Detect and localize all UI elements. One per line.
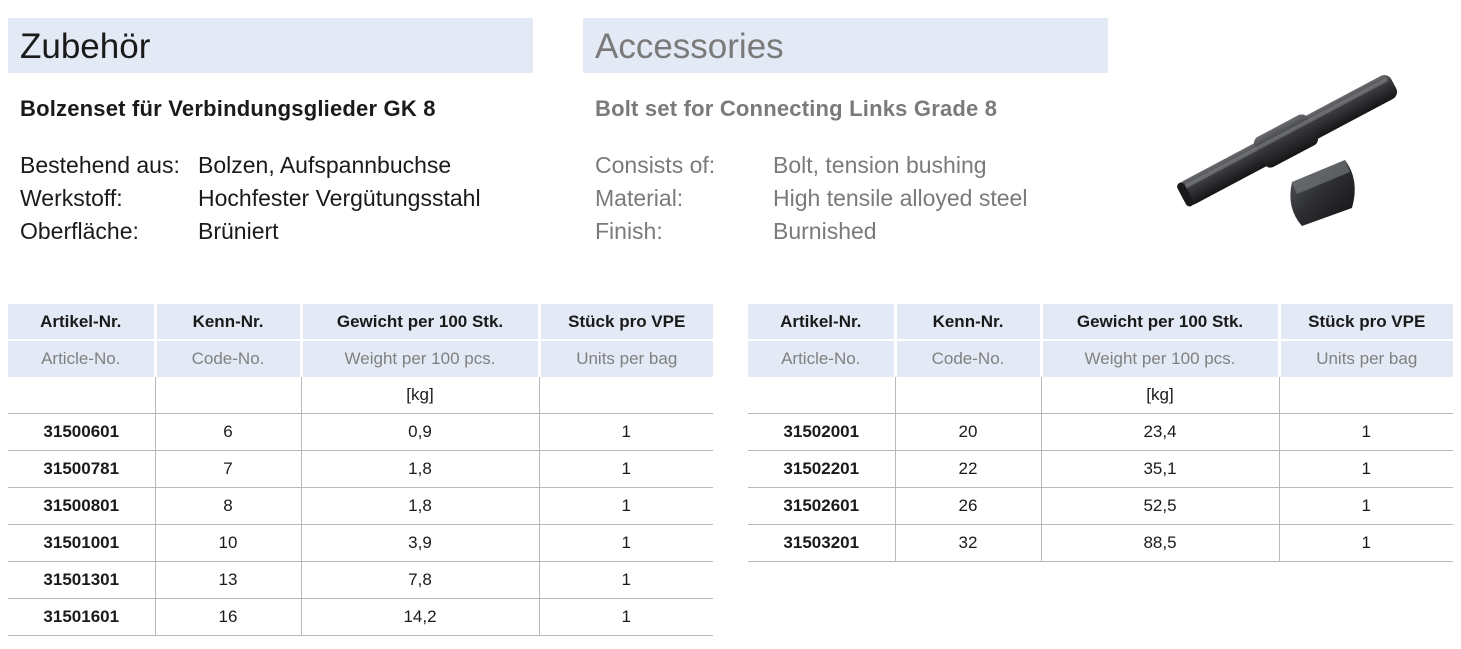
weight: 1,8 (301, 450, 539, 487)
table-row (8, 524, 713, 561)
weight: 52,5 (1041, 487, 1279, 524)
bushing (1290, 160, 1354, 226)
spec-value: Burnished (773, 218, 877, 244)
code-number: 20 (895, 413, 1041, 450)
spec-label: Consists of: (595, 152, 716, 178)
code-number: 16 (155, 598, 301, 635)
spec-row (595, 215, 1027, 248)
spec-label: Material: (595, 185, 684, 211)
table-row (748, 524, 1453, 561)
units-per-bag: 1 (539, 524, 713, 561)
table-row (748, 413, 1453, 450)
subtitle-german: Bolzenset für Verbindungsglieder GK 8 (20, 96, 436, 121)
table-row (748, 450, 1453, 487)
units-per-bag: 1 (1279, 487, 1453, 524)
weight: 23,4 (1041, 413, 1279, 450)
weight: 35,1 (1041, 450, 1279, 487)
units-per-bag: 1 (539, 413, 713, 450)
weight: 0,9 (301, 413, 539, 450)
weight: 3,9 (301, 524, 539, 561)
unit-cell (539, 377, 713, 413)
units-per-bag: 1 (539, 561, 713, 598)
code-number: 7 (155, 450, 301, 487)
spec-row (595, 182, 1027, 215)
unit-cell (895, 377, 1041, 413)
article-number: 31501001 (8, 524, 155, 561)
units-per-bag: 1 (539, 450, 713, 487)
unit-cell: [kg] (1041, 377, 1279, 413)
col-header: Code-No. (155, 340, 301, 377)
spec-list-english (595, 149, 1027, 248)
article-number: 31500781 (8, 450, 155, 487)
product-table-left (8, 304, 713, 636)
spec-value: High tensile alloyed steel (773, 185, 1028, 211)
table-row (8, 561, 713, 598)
spec-value: Bolt, tension bushing (773, 152, 987, 178)
col-header: Units per bag (1279, 340, 1453, 377)
col-header: Code-No. (895, 340, 1041, 377)
weight: 14,2 (301, 598, 539, 635)
col-header: Article-No. (8, 340, 155, 377)
col-header: Gewicht per 100 Stk. (301, 304, 539, 340)
col-header: Stück pro VPE (1279, 304, 1453, 340)
unit-cell (8, 377, 155, 413)
col-header: Artikel-Nr. (8, 304, 155, 340)
col-header: Units per bag (539, 340, 713, 377)
table-row (8, 413, 713, 450)
unit-cell (748, 377, 895, 413)
code-number: 6 (155, 413, 301, 450)
col-header: Kenn-Nr. (155, 304, 301, 340)
spec-row (595, 149, 1027, 182)
spec-row (20, 182, 481, 215)
code-number: 8 (155, 487, 301, 524)
col-header: Weight per 100 pcs. (301, 340, 539, 377)
article-number: 31502601 (748, 487, 895, 524)
table-row (748, 487, 1453, 524)
spec-list-german (20, 149, 481, 248)
table-row (8, 487, 713, 524)
col-header: Stück pro VPE (539, 304, 713, 340)
heading-english: Accessories (583, 18, 1108, 73)
spec-label: Werkstoff: (20, 185, 123, 211)
code-number: 10 (155, 524, 301, 561)
spec-row (20, 215, 481, 248)
units-per-bag: 1 (539, 487, 713, 524)
col-header: Kenn-Nr. (895, 304, 1041, 340)
weight: 7,8 (301, 561, 539, 598)
spec-value: Hochfester Vergütungsstahl (198, 185, 481, 211)
article-number: 31500601 (8, 413, 155, 450)
header-row-english (748, 340, 1453, 377)
table-row (8, 450, 713, 487)
code-number: 22 (895, 450, 1041, 487)
units-per-bag: 1 (1279, 450, 1453, 487)
article-number: 31503201 (748, 524, 895, 561)
product-photo (1160, 30, 1420, 240)
units-per-bag: 1 (1279, 413, 1453, 450)
unit-cell: [kg] (301, 377, 539, 413)
article-number: 31501601 (8, 598, 155, 635)
spec-value: Brüniert (198, 218, 279, 244)
header-row-german (748, 304, 1453, 340)
bolt (1174, 69, 1402, 212)
col-header: Artikel-Nr. (748, 304, 895, 340)
units-per-bag: 1 (1279, 524, 1453, 561)
article-number: 31502001 (748, 413, 895, 450)
code-number: 26 (895, 487, 1041, 524)
code-number: 32 (895, 524, 1041, 561)
spec-label: Bestehend aus: (20, 152, 180, 178)
col-header: Article-No. (748, 340, 895, 377)
article-number: 31502201 (748, 450, 895, 487)
header-row-german (8, 304, 713, 340)
col-header: Gewicht per 100 Stk. (1041, 304, 1279, 340)
unit-cell (1279, 377, 1453, 413)
spec-value: Bolzen, Aufspannbuchse (198, 152, 452, 178)
units-per-bag: 1 (539, 598, 713, 635)
spec-label: Finish: (595, 218, 663, 244)
header-row-english (8, 340, 713, 377)
weight: 88,5 (1041, 524, 1279, 561)
unit-row (748, 377, 1453, 413)
table-row (8, 598, 713, 635)
product-table-right (748, 304, 1453, 562)
weight: 1,8 (301, 487, 539, 524)
spec-label: Oberfläche: (20, 218, 139, 244)
heading-german: Zubehör (8, 18, 533, 73)
unit-cell (155, 377, 301, 413)
unit-row (8, 377, 713, 413)
col-header: Weight per 100 pcs. (1041, 340, 1279, 377)
spec-row (20, 149, 481, 182)
article-number: 31501301 (8, 561, 155, 598)
subtitle-english: Bolt set for Connecting Links Grade 8 (595, 96, 998, 121)
code-number: 13 (155, 561, 301, 598)
article-number: 31500801 (8, 487, 155, 524)
